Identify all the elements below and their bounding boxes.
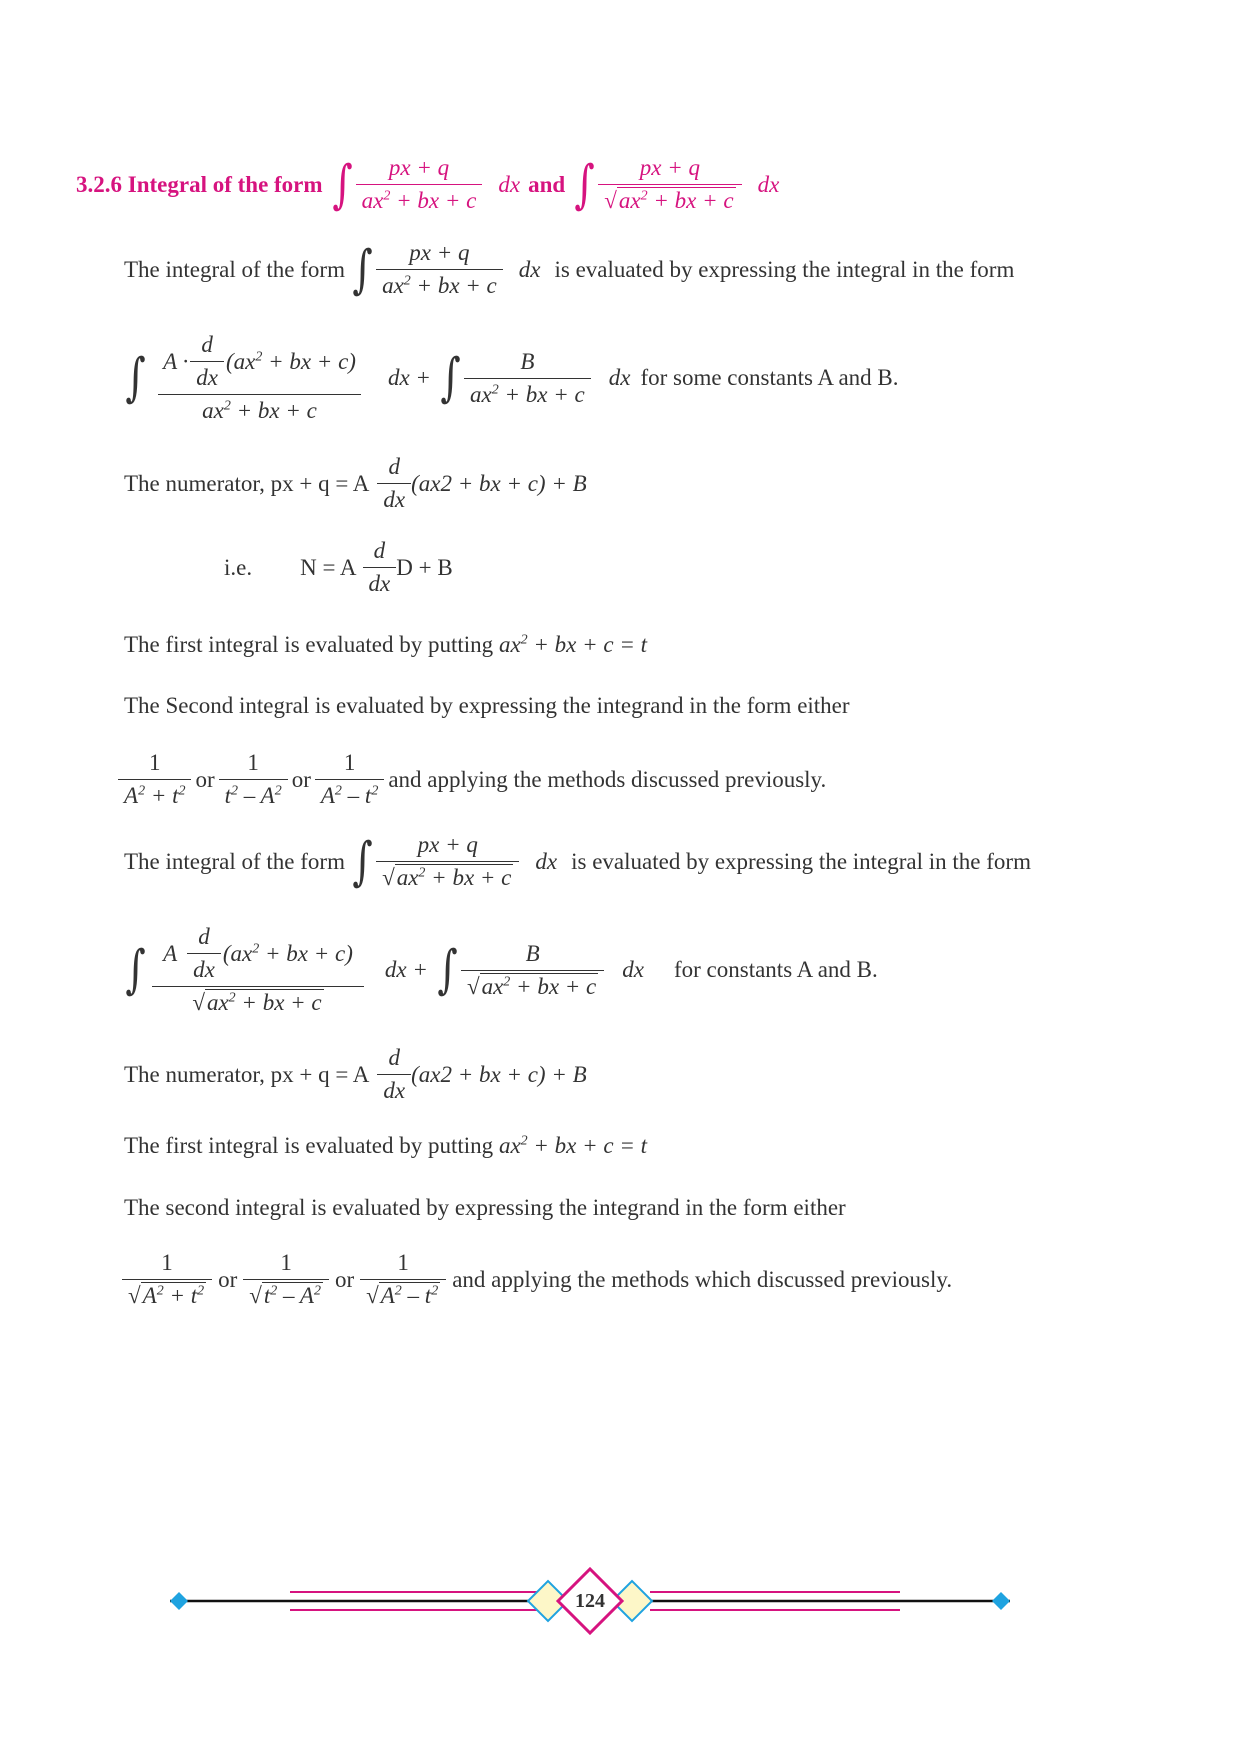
fraction: $\frac{px + q}{ax^2 + bx + c}$ [376,240,503,299]
integral-sign: ∫ [440,348,461,408]
heading-fraction-2: $\frac{px + q}{√ax^2 + bx + c}$ [598,155,741,214]
integral-sign: ∫ [125,940,146,1000]
second-integral-note-2: The second integral is evaluated by expressing the integrand in the form either [124,1195,846,1220]
fraction: $\frac{B}{√ax^2 + bx + c}$ [461,941,604,1000]
numerator-line-2: The numerator, px + q = A $\frac{d}{dx}$ (ax2 + bx + c) + B [124,1045,587,1103]
ie-line: i.e. N = A $\frac{d}{dx}$ D + B [224,538,453,596]
fraction: $\frac{B}{ax^2 + bx + c}$ [464,349,591,408]
fraction: $\frac{px + q}{√ax^2 + bx + c}$ [376,832,519,891]
paragraph-form-1: The integral of the form ∫ $\frac{px + q}{ax^2 + bx + c}$ dx is evaluated by expressing the integral in the form [124,239,1015,300]
integral-sign: ∫ [352,831,373,892]
integrand-forms-1: $\frac{1}{A^2 + t^2}$ or $\frac{1}{t^2 - A^2}$ or $\frac{1}{A^2 - t^2}$ and applying the methods discussed previously. [118,750,826,809]
formula-1: ∫ A · $\frac{d}{dx}$ ($ax^2$ + bx + c) $ax^2$ + bx + c dx + ∫ $\frac{B}{ax^2 + bx + c}$ dx for some constants A and B. [125,332,899,423]
integral-sign: ∫ [574,154,595,215]
fraction: A $\frac{d}{dx}$ ($ax^2$ + bx + c) $√ax^2$ + bx + c [149,924,367,1016]
integral-sign: ∫ [437,940,458,1000]
section-title: 3.2.6 Integral of the form [76,171,323,197]
first-integral-note-2: The first integral is evaluated by putting $ax^2$ + bx + c = t [124,1133,648,1158]
page-number: 124 [575,1590,605,1612]
diamond-icon [992,1592,1010,1610]
integral-sign: ∫ [331,154,353,215]
paragraph-form-2: The integral of the form ∫ $\frac{px + q}{√ax^2 + bx + c}$ dx is evaluated by expressing the integral in the form [124,831,1031,892]
first-integral-note-1: The first integral is evaluated by putting $ax^2$ + bx + c = t [124,632,648,657]
fraction: A · $\frac{d}{dx}$ ($ax^2$ + bx + c) $ax^2$ + bx + c [149,332,370,424]
second-integral-note-1: The Second integral is evaluated by expressing the integrand in the form either [124,693,850,718]
integral-sign: ∫ [125,348,146,408]
section-heading: 3.2.6 Integral of the form ∫ $\frac{px + q}{ax^2 + bx + c}$ dx and ∫ $\frac{px + q}{√ax^2 + bx + c}$ dx [76,154,780,215]
formula-2: ∫ A $\frac{d}{dx}$ ($ax^2$ + bx + c) $√ax^2$ + bx + c dx + ∫ $\frac{B}{√ax^2 + bx + c}$ dx for constants A and B. [125,924,878,1015]
diamond-icon [170,1592,188,1610]
numerator-line-1: The numerator, px + q = A $\frac{d}{dx}$ (ax2 + bx + c) + B [124,454,587,512]
integral-sign: ∫ [352,239,373,300]
integrand-forms-2: $\frac{1}{√A^2 + t^2}$ or $\frac{1}{√t^2 - A^2}$ or $\frac{1}{√A^2 - t^2}$ and applying the methods which discussed previously. [122,1250,952,1309]
heading-fraction-1: $\frac{px + q}{ax^2 + bx + c}$ [356,155,483,214]
